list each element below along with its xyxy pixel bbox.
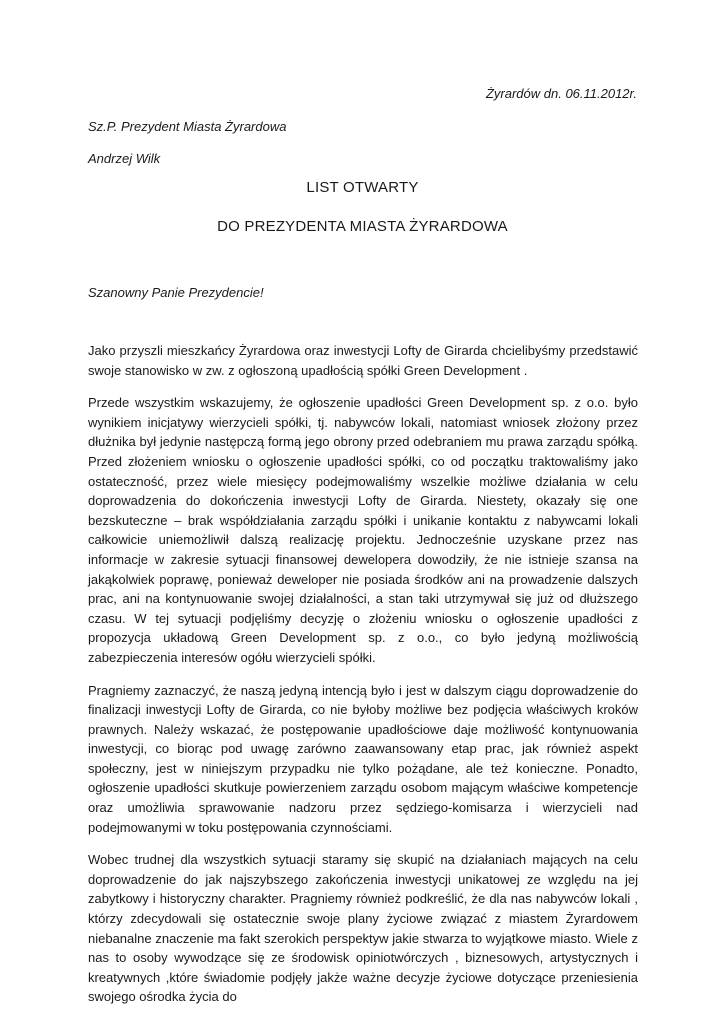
recipient-name: Andrzej Wilk: [88, 151, 161, 166]
paragraph: Jako przyszli mieszkańcy Żyrardowa oraz inwestycji Lofty de Girarda chcielibyśmy przedstawić swoje stanowisko w zw. z ogłoszoną upadłością spółki Green Development .: [88, 343, 638, 378]
salutation: Szanowny Panie Prezydencie!: [88, 285, 264, 300]
letter-body: [88, 341, 638, 1020]
paragraph: Wobec trudnej dla wszystkich sytuacji staramy się skupić na działaniach mających na celu doprowadzenie do jak najszybszego zakończenia inwestycji unikatowej ze względu na jej zabytkowy i historyczny charakter. Pragniemy również podkreślić, że dla nas nabywców lokali , którzy zdecydowali się ostatecznie swoje plany życiowe związać z miastem Żyrardowem niebanalne znaczenie ma fakt szerokich perspektyw jakie stwarza to wyjątkowe miasto. Wiele z nas to osoby wywodzące się ze środowisk opiniotwórczych , biznesowych, artystycznych i kreatywnych ,które świadomie podjęły jakże ważne decyzje życiowe dotyczące przeniesienia swojego ośrodka życia do: [88, 852, 638, 1005]
letter-date: Żyrardów dn. 06.11.2012r.: [485, 86, 637, 101]
recipient-title: Sz.P. Prezydent Miasta Żyrardowa: [88, 119, 287, 134]
paragraph: Przede wszystkim wskazujemy, że ogłoszenie upadłości Green Development sp. z o.o. było wynikiem inicjatywy wierzycieli spółki, tj. nabywców lokali, natomiast wniosek złożony przez dłużnika był jedynie następczą formą jego obrony przed odebraniem mu prawa zarządu spółką. Przed złożeniem wniosku o ogłoszenie upadłości spółki, co od początku traktowaliśmy jako ostateczność, przez wiele miesięcy podejmowaliśmy wszelkie możliwe działania w celu doprowadzenia do dokończenia inwestycji Lofty de Girarda. Niestety, okazały się one bezskuteczne – brak współdziałania zarządu spółki i unikanie kontaktu z nabywcami lokali całkowicie uniemożliwił dalszą realizację projektu. Jednocześnie uzyskane przez nas informacje w zakresie sytuacji finansowej dewelopera dowodziły, że nie istnieje szansa na jakąkolwiek poprawę, ponieważ deweloper nie posiada środków ani na prowadzenie dalszych prac, ani na kontynuowanie swojej działalności, a stan taki utrzymywał się już od dłuższego czasu. W tej sytuacji podjęliśmy decyzję o złożeniu wniosku o ogłoszenie upadłości z propozycja układową Green Development sp. z o.o., co było jedyną możliwością zabezpieczenia interesów ogółu wierzycieli spółki.: [88, 395, 638, 665]
paragraph: Pragniemy zaznaczyć, że naszą jedyną intencją było i jest w dalszym ciągu doprowadzenie do finalizacji inwestycji Lofty de Girarda, co nie byłoby możliwe bez podjęcia właściwych kroków prawnych. Należy wskazać, że postępowanie upadłościowe daje możliwość kontynuowania inwestycji, co biorąc pod uwagę zarówno zaawansowany etap prac, jak również aspekt społeczny, jest w niniejszym przypadku nie tylko pożądane, ale też konieczne. Ponadto, ogłoszenie upadłości skutkuje powierzeniem zarządu osobom mającym właściwe kompetencje oraz umożliwia sprawowanie nadzoru przez sędziego-komisarza i wierzycieli nad podejmowanymi w toku postępowania czynnościami.: [88, 682, 638, 835]
letter-title: LIST OTWARTY: [306, 179, 419, 196]
letter-subtitle: DO PREZYDENTA MIASTA ŻYRARDOWA: [217, 218, 508, 235]
